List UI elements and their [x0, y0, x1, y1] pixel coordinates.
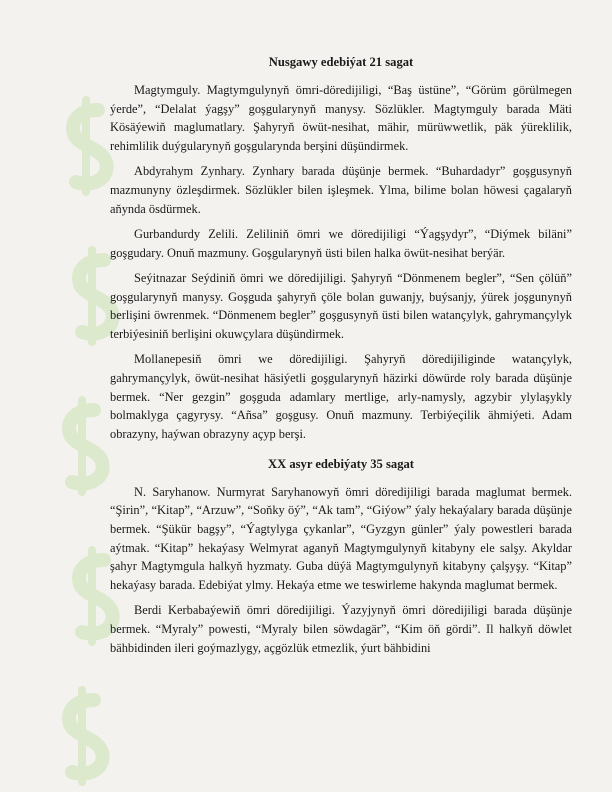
section-heading: Nusgawy edebiýat 21 sagat	[268, 55, 414, 69]
paragraph-saryhanow: N. Saryhanow. Nurmyrat Saryhanowyň ömri döredijiligi barada maglumat bermek. “Şirin”, “Kitap”, “Arzuw”, “Soňky öý”, “Ak tam”, “Giýow” ýaly hekaýalary barada düşünje bermek. “Şükür bagşy”, “Ýagtylyga çykanlar”, “Gyzgyn günler” ýaly powestleri barada aýtmak. “Kitap” hekaýasy Welmyrat aganyň Magtymgulynyň kitabyny ele salşy. Akyldar şahyr Magtymgula halkyň hyzmaty. Guba düýä Magtymgulynyň kitabyny çalşyşy. “Kitap” hekaýasy barada. Edebiýat ylmy. Hekaýa etme we teswirleme hakynda maglumat bermek.	[110, 484, 572, 593]
paragraph-seydi: Seýitnazar Seýdiniň ömri we döredijiligi. Şahyryň “Dönmenem begler”, “Sen çölüň” goşgularynyň manysy. Goşguda şahyryň çöle bolan guwanjy, buýsanjy, ýürek joşgunynyň berlişini öwrenmek. “Dönmenem begler” goşgusynyň üsti bilen watançylyk, gahrymançylyk terbiýesiniň berlişini okuwçylara düşündirmek.	[110, 270, 572, 341]
watermark-stroke	[79, 260, 113, 334]
watermark-stroke	[73, 110, 107, 184]
paragraph-magtymguly: Magtymguly. Magtymgulynyň ömri-döredijiligi, “Baş üstüne”, “Görüm görülmegen ýerde”, “Delalat ýagşy” goşgularynyň manysy. Sözlükler. Magtymguly barada Mäti Kösäýewiň maglumatlary. Şahyryň öwüt-nesihat, mähir, mürüwwetlik, päk ýüreklilik, rehimlilik duýgularynyň goşgularynda berşini düşündirmek.	[110, 83, 572, 154]
section-heading: XX asyr edebiýaty 35 sagat	[268, 456, 414, 471]
section-classical-literature	[110, 54, 572, 444]
paragraph-zelili: Gurbandurdy Zelili. Zeliliniň ömri we döredijiligi “Ýagşydyr”, “Diýmek biläni” goşgudary. Onuň mazmuny. Goşgularynyň üsti bilen halka öwüt-nesihat berýär.	[110, 226, 572, 260]
paragraph-zynhary: Abdyrahym Zynhary. Zynhary barada düşünje bermek. “Buhardadyr” goşgusynyň mazmunyny özleşdirmek. Sözlükler bilen işleşmek. Ylma, bilime bolan höwesi çagalaryň aňynda ösdürmek.	[110, 164, 572, 216]
document-body	[110, 54, 572, 664]
section-20th-century-literature	[110, 456, 572, 658]
watermark-stroke	[69, 700, 103, 774]
paragraph-kerbabayew: Berdi Kerbabaýewiň ömri döredijiligi. Ýazyjynyň ömri döredijiligi barada düşünje bermek. “Myraly” powesti, “Myraly bilen söwdagär”, “Kim öň gördi”. Il halkyň döwlet bähbidinden ileri goýmazlygy, açgözlük etmezlik, ýurt bähbidini	[110, 603, 572, 655]
watermark-stroke	[69, 410, 103, 484]
paragraph-mollanepes: Mollanepesiň ömri we döredijiligi. Şahyryň döredijiliginde watançylyk, gahrymançylyk, öwüt-nesihat häsiýetli goşgularynyň häzirki döwürde roly barada düşünje bermek. “Ner gezgin” goşguda adamlary mertlige, arly-namysly, agzybir ylylaşykly bolmaklyga çagyrysy. “Añsa” goşgusy. Onuň mazmuny. Terbiýeçilik ähmiýeti. Adam obrazyny, haýwan obrazyny açyp berşi.	[110, 352, 572, 441]
watermark-stroke	[79, 560, 113, 634]
